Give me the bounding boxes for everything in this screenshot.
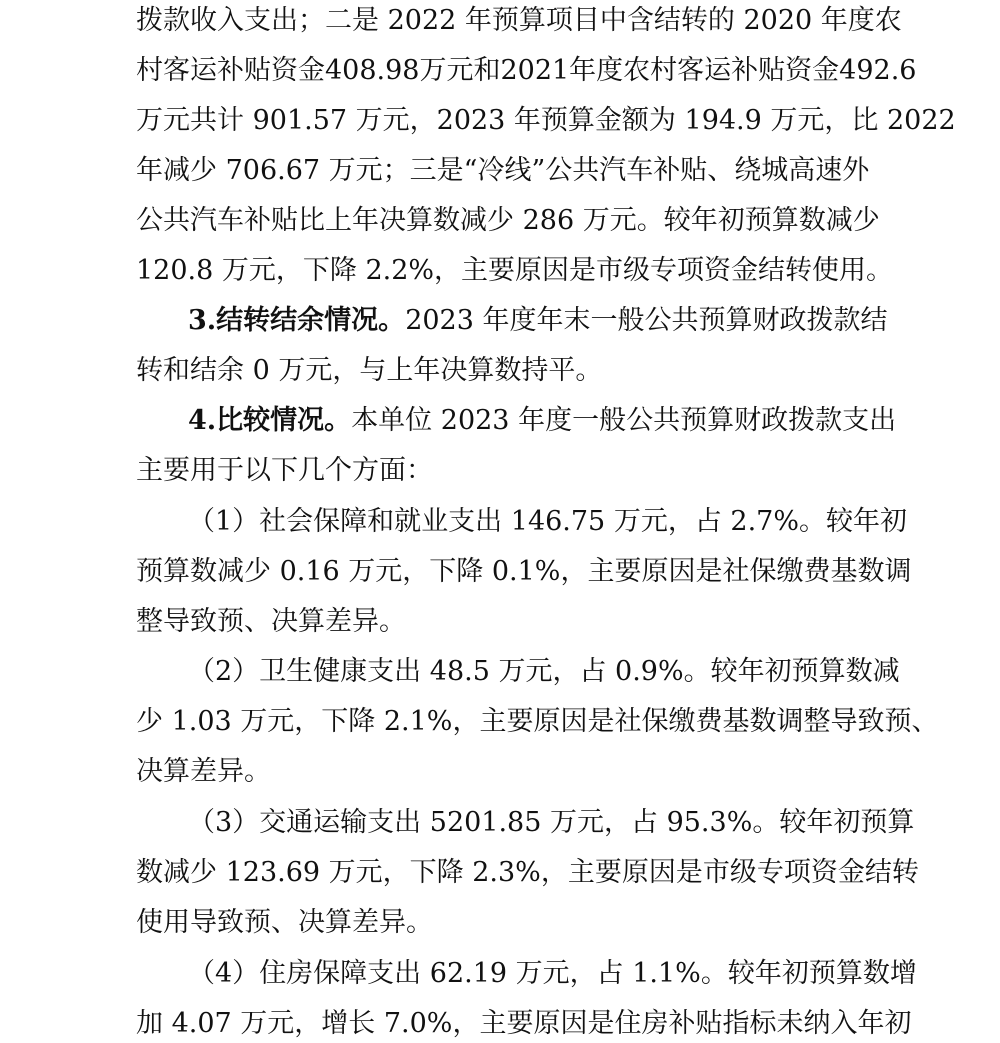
- list-item-2-line: （2）卫生健康支出 48.5 万元，占 0.9%。较年初预算数减: [188, 656, 900, 687]
- text-line: 公共汽车补贴比上年决算数减少 286 万元。较年初预算数减少: [136, 205, 880, 236]
- text-line: 拨款收入支出；二是 2022 年预算项目中含结转的 2020 年度农: [136, 5, 902, 36]
- text-line: 加 4.07 万元，增长 7.0%，主要原因是住房补贴指标未纳入年初: [136, 1008, 912, 1039]
- list-item-4-line: （4）住房保障支出 62.19 万元，占 1.1%。较年初预算数增: [188, 958, 917, 989]
- text-line: 年减少 706.67 万元；三是“冷线”公共汽车补贴、绕城高速外: [136, 155, 870, 186]
- section-3-text: 2023 年度年末一般公共预算财政拨款结: [405, 305, 888, 336]
- text-line: 整导致预、决算差异。: [136, 606, 406, 637]
- section-4-text: 本单位 2023 年度一般公共预算财政拨款支出: [351, 405, 897, 436]
- text-line: 主要用于以下几个方面：: [136, 455, 433, 486]
- text-line: 转和结余 0 万元，与上年决算数持平。: [136, 355, 603, 386]
- text-line: 决算差异。: [136, 756, 271, 787]
- text-line: 数减少 123.69 万元，下降 2.3%，主要原因是市级专项资金结转: [136, 857, 919, 888]
- section-4-heading: 4.比较情况。: [188, 405, 352, 436]
- list-item-3-line: （3）交通运输支出 5201.85 万元，占 95.3%。较年初预算: [188, 807, 915, 838]
- section-3-paragraph: [188, 304, 887, 338]
- text-line: 使用导致预、决算差异。: [136, 907, 433, 938]
- text-line: 村客运补贴资金408.98万元和2021年度农村客运补贴资金492.6: [136, 55, 917, 86]
- section-4-paragraph: [188, 404, 896, 438]
- text-line: 少 1.03 万元，下降 2.1%，主要原因是社保缴费基数调整导致预、: [136, 706, 939, 737]
- text-line: 预算数减少 0.16 万元，下降 0.1%，主要原因是社保缴费基数调: [136, 556, 912, 587]
- text-line: 万元共计 901.57 万元，2023 年预算金额为 194.9 万元，比 2022: [136, 105, 956, 136]
- list-item-1-line: （1）社会保障和就业支出 146.75 万元，占 2.7%。较年初: [188, 506, 907, 537]
- section-3-heading: 3.结转结余情况。: [188, 305, 406, 336]
- text-line: 120.8 万元，下降 2.2%，主要原因是市级专项资金结转使用。: [136, 255, 894, 286]
